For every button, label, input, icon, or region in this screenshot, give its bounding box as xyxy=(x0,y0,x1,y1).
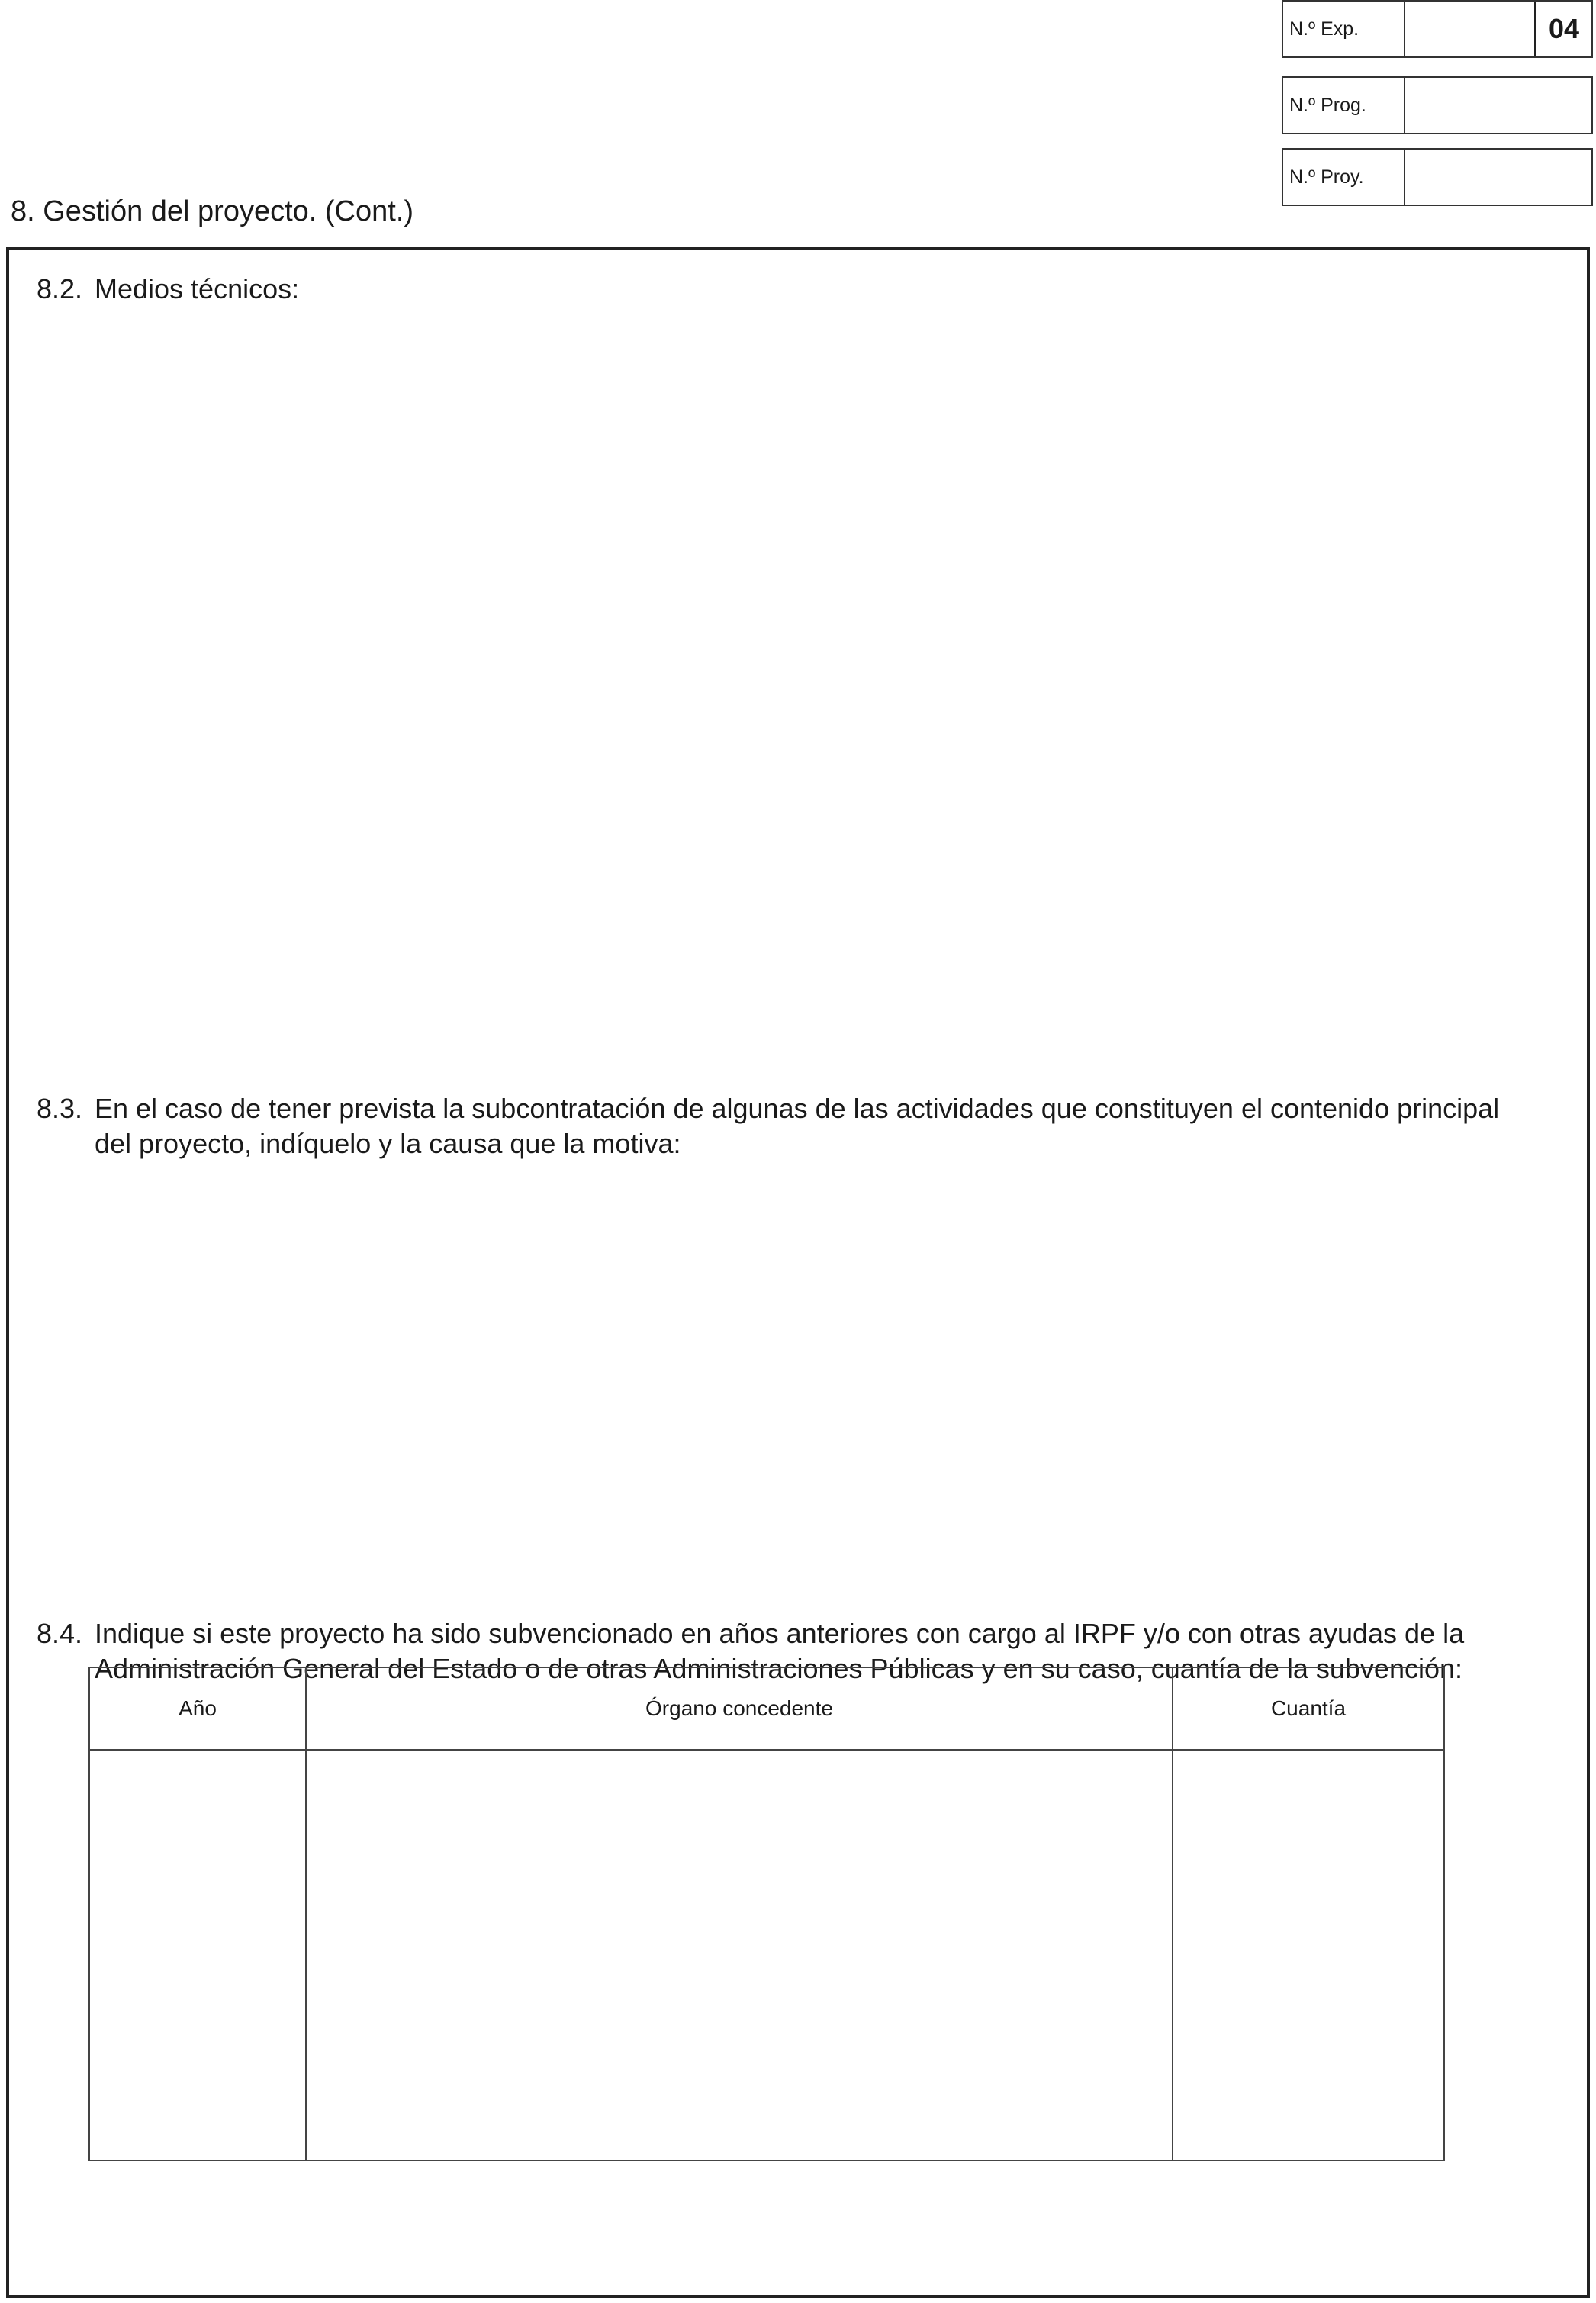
question-8-2-text: Medios técnicos: xyxy=(95,273,300,304)
proyecto-label: N.º Proy. xyxy=(1283,150,1405,205)
question-8-3-number: 8.3. xyxy=(37,1093,83,1124)
table-row xyxy=(89,1750,1444,2160)
question-8-3-text: En el caso de tener prevista la subcontratación de algunas de las actividades que constituyen el contenido principal del proyecto, indíquelo y la causa que la motiva: xyxy=(95,1093,1500,1159)
column-header-organo: Órgano concedente xyxy=(306,1667,1173,1750)
programa-label: N.º Prog. xyxy=(1283,78,1405,133)
section-title: 8. Gestión del proyecto. (Cont.) xyxy=(11,195,414,227)
column-header-ano: Año xyxy=(89,1667,306,1750)
proyecto-number-box xyxy=(1282,148,1593,206)
expediente-number-box xyxy=(1282,0,1593,58)
expediente-value-field[interactable] xyxy=(1405,2,1591,56)
form-code: 04 xyxy=(1534,2,1591,56)
subvenciones-table xyxy=(88,1667,1445,2161)
question-8-2-number: 8.2. xyxy=(37,273,83,304)
table-header-row xyxy=(89,1667,1444,1750)
question-8-4-text: Indique si este proyecto ha sido subvencionado en años anteriores con cargo al IRPF y/o con otras ayudas de la Administración General del Estado o de otras Administraciones Públicas y en su caso, cuantía de la subvención: xyxy=(95,1618,1465,1684)
question-8-3 xyxy=(37,1091,1501,1161)
expediente-label: N.º Exp. xyxy=(1283,2,1405,56)
question-8-2 xyxy=(37,272,299,307)
programa-value-field[interactable] xyxy=(1405,78,1591,133)
question-8-4-number: 8.4. xyxy=(37,1618,83,1649)
ano-cell[interactable] xyxy=(89,1750,306,2160)
proyecto-value-field[interactable] xyxy=(1405,150,1591,205)
organo-cell[interactable] xyxy=(306,1750,1173,2160)
column-header-cuantia: Cuantía xyxy=(1173,1667,1444,1750)
programa-number-box xyxy=(1282,76,1593,134)
cuantia-cell[interactable] xyxy=(1173,1750,1444,2160)
